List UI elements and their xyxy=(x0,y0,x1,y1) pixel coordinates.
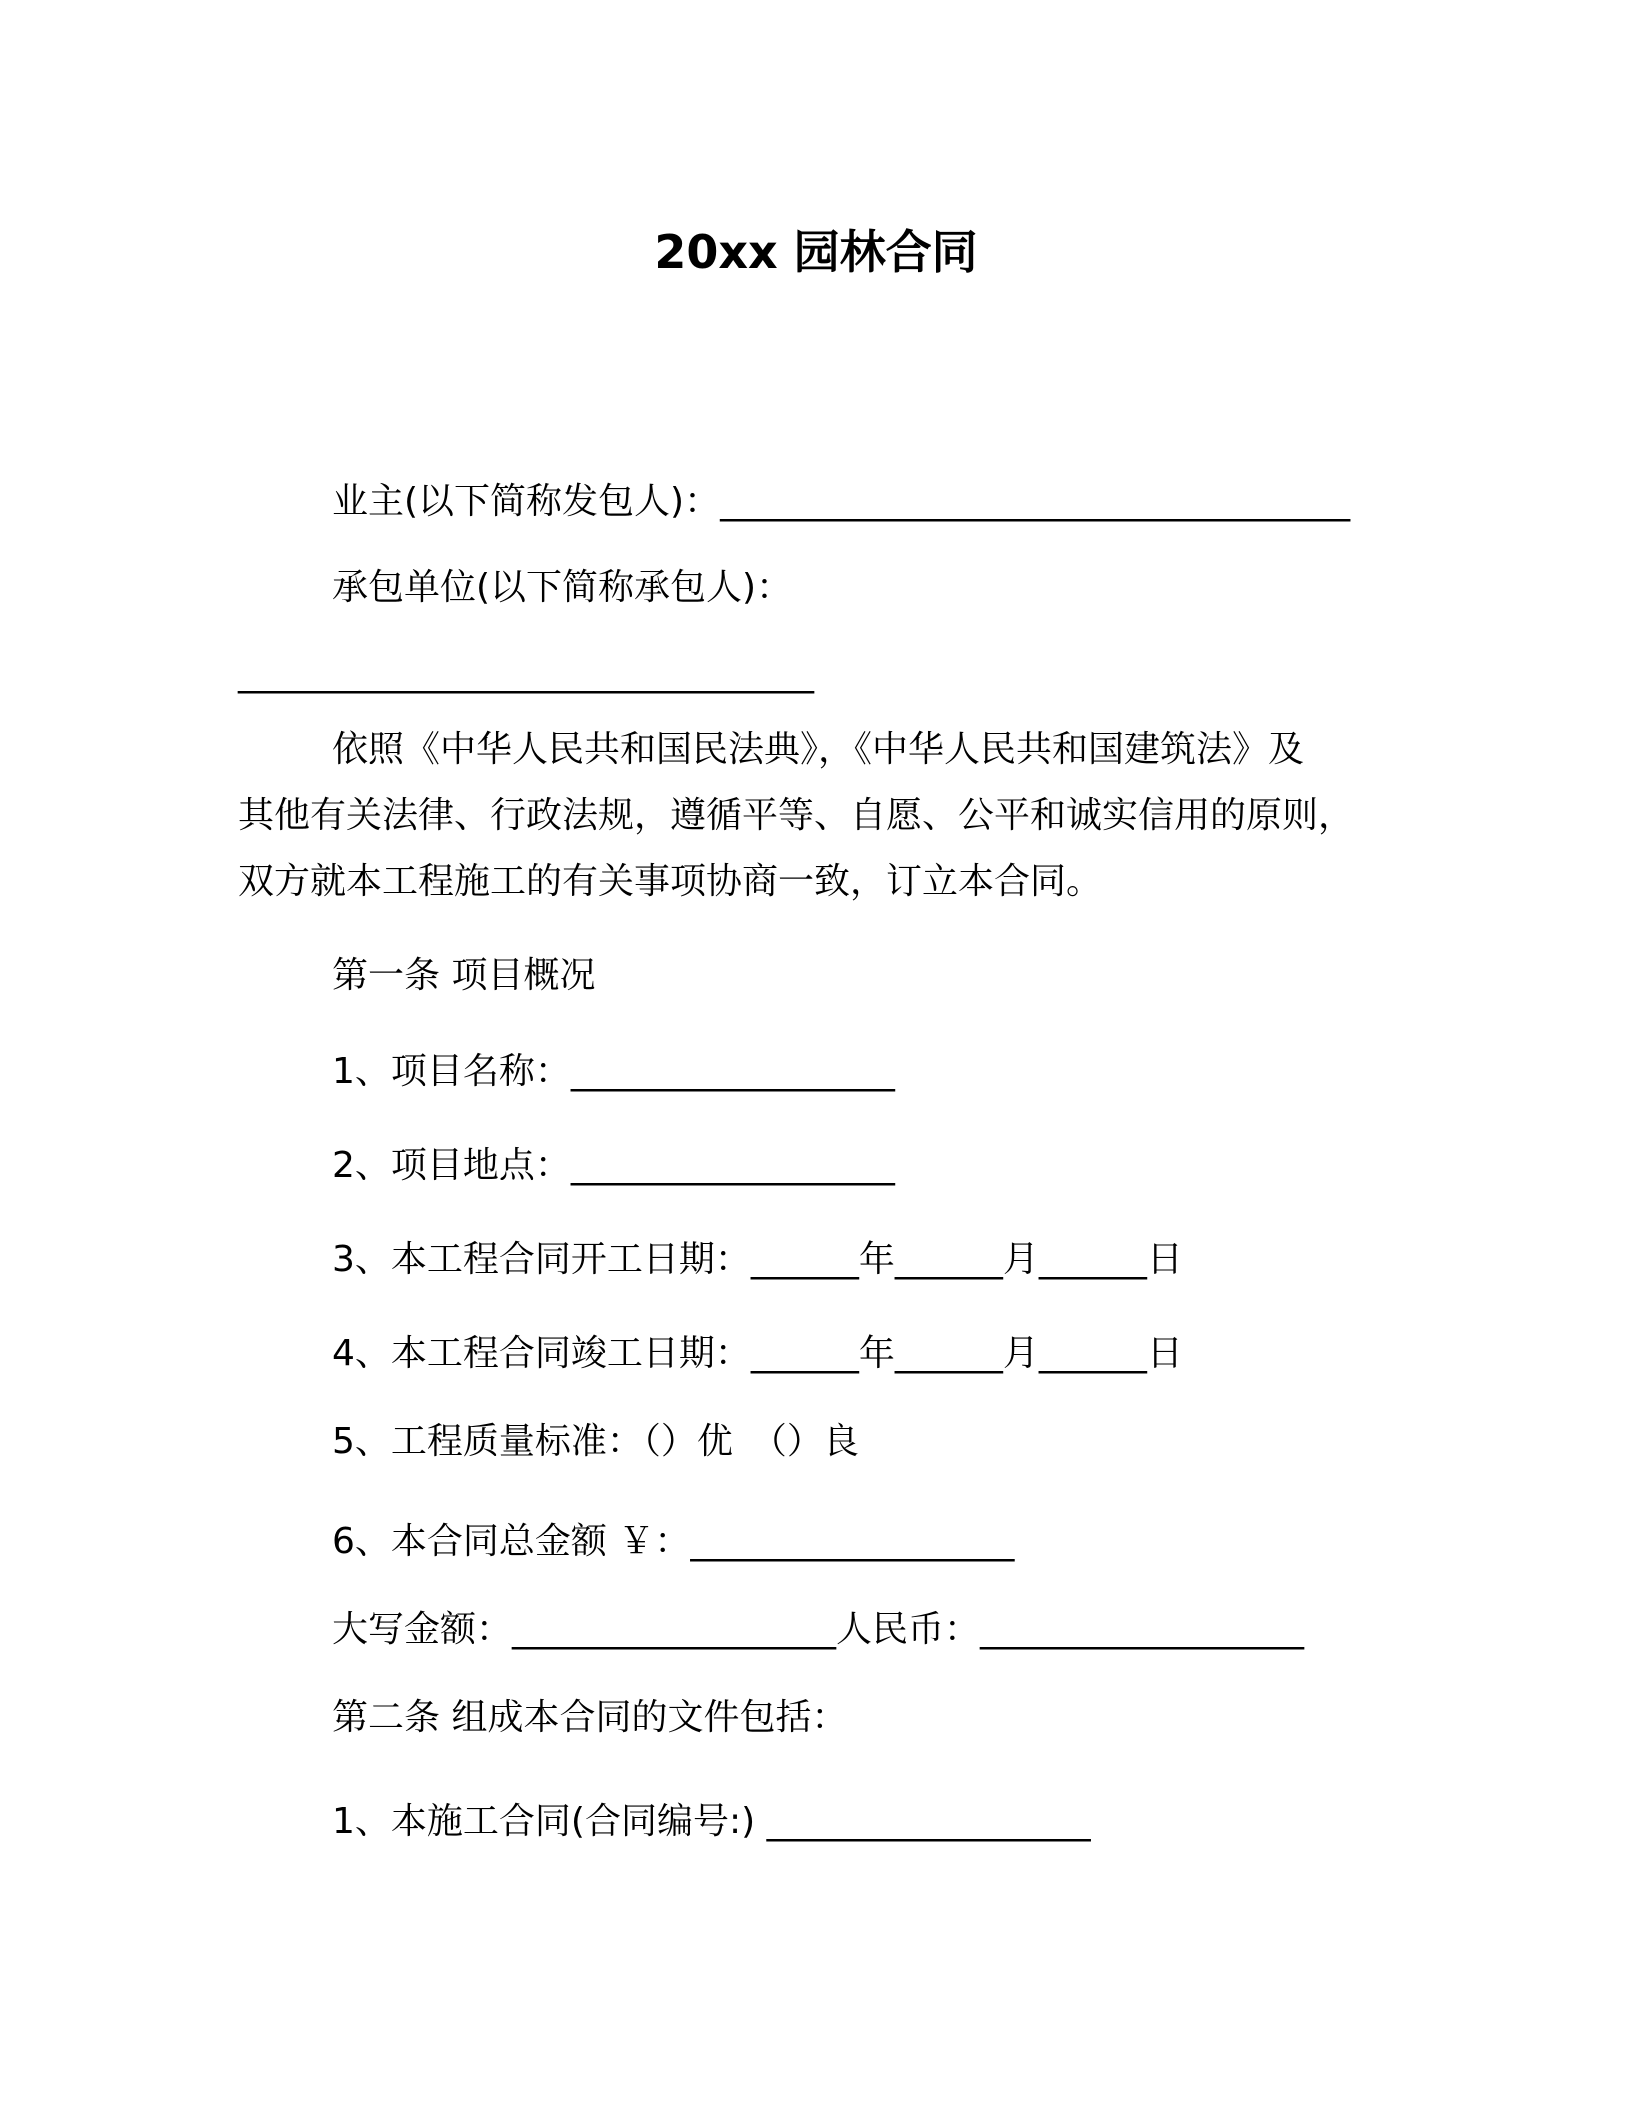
article-1-item-start-date: 3、本工程合同开工日期：______年______月______日 xyxy=(332,1239,1183,1280)
contractor-line: 承包单位(以下简称承包人)： xyxy=(332,567,793,608)
contractor-blank: ________________________________ xyxy=(238,653,814,694)
article-1-item-completion-date: 4、本工程合同竣工日期：______年______月______日 xyxy=(332,1333,1183,1374)
article-1-item-amount-in-words: 大写金额：__________________人民币：__________________ xyxy=(332,1609,1305,1650)
article-1-item-project-location: 2、项目地点：__________________ xyxy=(332,1145,895,1186)
article-1-heading: 第一条 项目概况 xyxy=(332,955,596,996)
intro-paragraph-line-3: 双方就本工程施工的有关事项协商一致，订立本合同。 xyxy=(238,861,1103,902)
article-2-heading: 第二条 组成本合同的文件包括： xyxy=(332,1697,848,1738)
article-1-item-quality-standard: 5、工程质量标准：（）优 （）良 xyxy=(332,1421,859,1462)
article-1-item-total-amount: 6、本合同总金额 ￥：__________________ xyxy=(332,1521,1015,1562)
document-title: 20xx 园林合同 xyxy=(654,225,978,279)
owner-line: 业主(以下简称发包人)：___________________________________ xyxy=(332,481,1351,522)
intro-paragraph-line-2: 其他有关法律、行政法规，遵循平等、自愿、公平和诚实信用的原则， xyxy=(238,795,1355,836)
intro-paragraph-line-1: 依照《中华人民共和国民法典》，《中华人民共和国建筑法》及 xyxy=(332,729,1305,770)
article-1-item-project-name: 1、项目名称：__________________ xyxy=(332,1051,895,1092)
article-2-item-contract-number: 1、本施工合同(合同编号:) __________________ xyxy=(332,1801,1091,1842)
